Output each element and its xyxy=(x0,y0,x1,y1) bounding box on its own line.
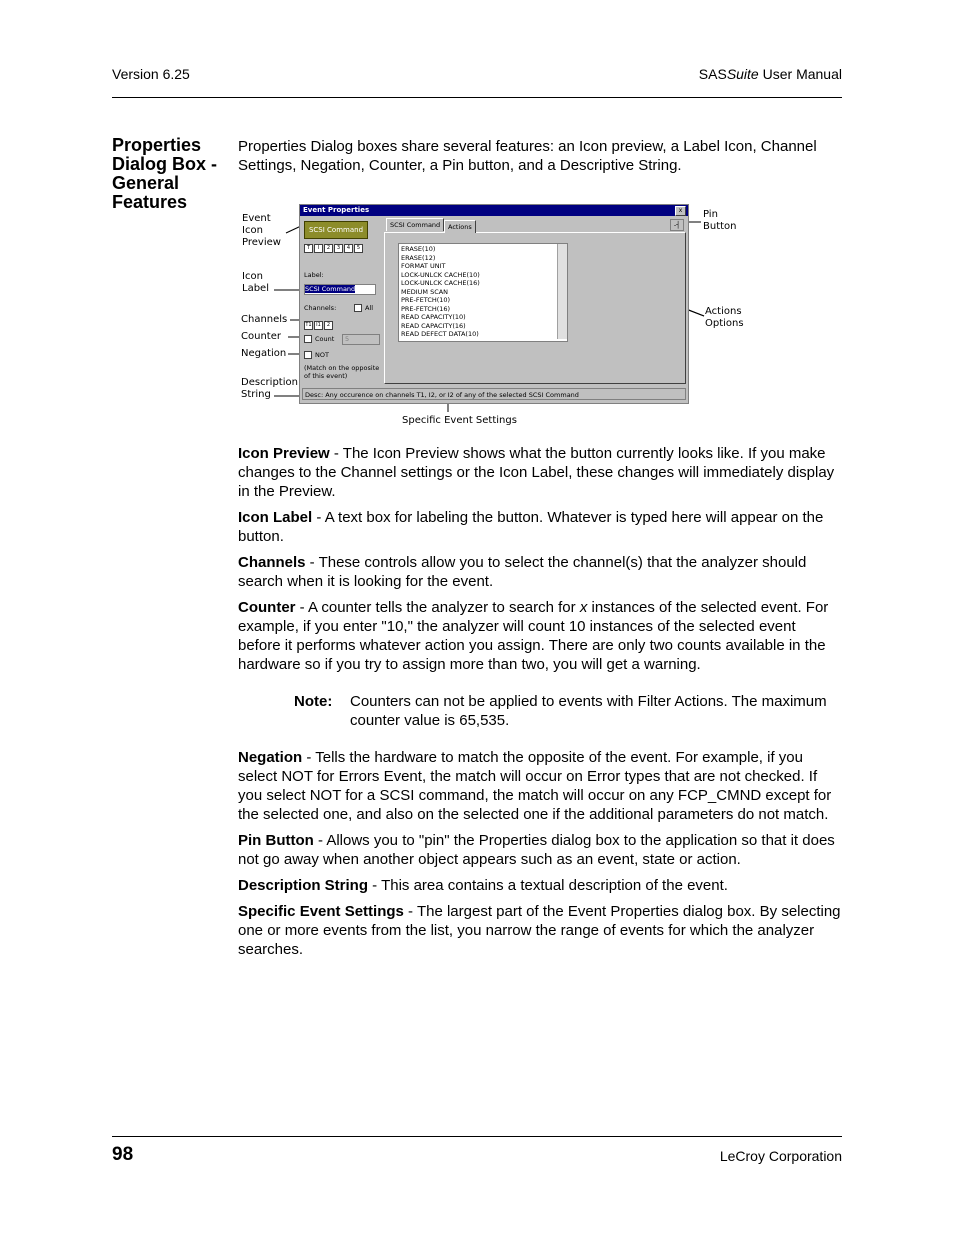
term: Negation xyxy=(238,749,303,766)
footer-company: LeCroy Corporation xyxy=(719,1148,842,1164)
preview-channel-boxes xyxy=(304,238,364,257)
checkbox-icon xyxy=(354,304,362,312)
feature-descriptions-2 xyxy=(238,748,842,966)
list-item[interactable]: MEDIUM SCAN xyxy=(401,287,449,296)
manual-prefix: SAS xyxy=(698,66,727,82)
checkbox-icon xyxy=(304,351,312,359)
list-item[interactable]: ERASE(12) xyxy=(401,253,436,262)
callout-line: Pin xyxy=(703,209,718,220)
definition: - Allows you to "pin" the Properties dialog box to the application so that it does not go away when another object appears such as an event, state or action. xyxy=(238,832,835,868)
manual-suffix: User Manual xyxy=(758,66,842,82)
dialog-titlebar: Event Properties xyxy=(300,205,688,216)
para-channels xyxy=(238,553,842,591)
term: Icon Label xyxy=(238,509,313,526)
definition: instances of the selected event. For example, if you enter "10," the analyzer will count 10 instances of the selected event before it performs whatever action you assign. There are only two counts available in the hardware so if you try to assign more than two, you will get a warning. xyxy=(238,599,829,673)
channels-caption: Channels: xyxy=(304,304,337,312)
icon-label-value: SCSI Command xyxy=(305,285,356,293)
not-checkbox[interactable] xyxy=(304,351,329,359)
list-item[interactable]: FORMAT UNIT xyxy=(401,262,446,270)
term: Description String xyxy=(238,877,369,894)
header-rule xyxy=(112,97,842,98)
definition: - This area contains a textual description of the event. xyxy=(368,877,728,894)
count-input[interactable]: 5 xyxy=(342,334,380,345)
preview-channel-box: T xyxy=(304,244,313,253)
all-checkbox[interactable] xyxy=(354,304,373,312)
term: Channels xyxy=(238,554,306,571)
callout-line: Event xyxy=(242,213,271,224)
note-label: Note: xyxy=(294,693,333,710)
header-version: Version 6.25 xyxy=(112,66,190,82)
term: Pin Button xyxy=(238,832,314,849)
definition: - The Icon Preview shows what the button currently looks like. If you make changes to the Channel settings or the Icon Label, these changes will immediately display in the Preview. xyxy=(238,445,835,500)
term: Icon Preview xyxy=(238,445,330,462)
icon-preview-button[interactable]: SCSI Command xyxy=(304,221,368,239)
definition: - These controls allow you to select the channel(s) that the analyzer should search when it is looking for the event. xyxy=(238,554,807,590)
callout-line: Actions xyxy=(705,306,742,317)
callout-line: Label xyxy=(242,283,269,294)
scsi-command-list[interactable] xyxy=(398,243,568,342)
definition: - A counter tells the analyzer to search for xyxy=(295,599,580,616)
not-label: NOT xyxy=(315,351,329,359)
channel-toggles[interactable] xyxy=(304,315,334,334)
icon-label-input[interactable] xyxy=(304,284,376,295)
label-caption: Label: xyxy=(304,271,324,279)
count-label: Count xyxy=(315,335,335,343)
channel-toggle[interactable]: 2 xyxy=(324,321,333,330)
feature-descriptions xyxy=(238,444,842,681)
para-pin-button xyxy=(238,831,842,869)
channel-toggle[interactable]: I1 xyxy=(314,321,323,330)
preview-channel-box: 3 xyxy=(334,244,343,253)
list-item[interactable]: READ CAPACITY(16) xyxy=(401,321,466,330)
intro-paragraph: Properties Dialog boxes share several features: an Icon preview, a Label Icon, Channel Settings, Negation, Counter, a Pin button, and a Descriptive String. xyxy=(238,138,817,174)
list-item[interactable]: READ CAPACITY(10) xyxy=(401,313,466,321)
tab-scsi-command[interactable]: SCSI Command xyxy=(386,218,444,231)
callout-line: Button xyxy=(703,221,737,232)
section-title: Properties Dialog Box - General Features xyxy=(112,135,218,212)
para-icon-preview xyxy=(238,444,842,501)
list-item[interactable]: PRE-FETCH(16) xyxy=(401,304,451,313)
checkbox-icon xyxy=(304,335,312,343)
term: Specific Event Settings xyxy=(238,903,404,920)
not-hint: (Match on the opposite of this event) xyxy=(304,364,380,380)
callout-channels: Channels xyxy=(241,314,288,325)
para-icon-label xyxy=(238,508,842,546)
definition-italic: x xyxy=(579,599,588,616)
note-block xyxy=(294,692,842,730)
description-string: Desc: Any occurence on channels T1, I2, or I2 of any of the selected SCSI Command xyxy=(302,388,686,400)
page-number: 98 xyxy=(112,1144,134,1165)
preview-channel-box: 4 xyxy=(344,244,353,253)
preview-channel-box: I xyxy=(314,244,323,253)
pin-icon[interactable]: -┤ xyxy=(670,219,684,231)
event-properties-figure xyxy=(238,200,758,432)
definition: - The largest part of the Event Properties dialog box. By selecting one or more events from the list, you narrow the range of events for which the analyzer searches. xyxy=(238,903,841,958)
callout-line: Preview xyxy=(242,237,281,248)
footer-rule xyxy=(112,1136,842,1137)
para-counter xyxy=(238,598,842,674)
tab-actions[interactable]: Actions xyxy=(444,220,476,233)
para-description-string xyxy=(238,876,842,895)
list-scrollbar[interactable] xyxy=(557,244,567,339)
callout-negation: Negation xyxy=(241,348,287,359)
preview-channel-box: 5 xyxy=(354,244,363,253)
para-negation xyxy=(238,748,842,824)
callout-line: String xyxy=(241,389,271,400)
callout-line: Icon xyxy=(242,225,263,236)
callout-line: Description xyxy=(241,377,298,388)
term: Counter xyxy=(238,599,296,616)
list-item[interactable]: LOCK-UNLCK CACHE(10) xyxy=(401,270,480,279)
definition: - A text box for labeling the button. Whatever is typed here will appear on the button. xyxy=(238,509,824,545)
channel-toggle[interactable]: T1 xyxy=(305,322,312,328)
header-manual-title xyxy=(699,66,842,82)
callout-line: Options xyxy=(705,318,744,329)
definition: - Tells the hardware to match the opposite of the event. For example, if you select NOT for Errors Event, the match will occur on Error types that are not checked. If you select NOT for a SCSI command, the match will occur on any FCP_CMND except for the selected one, and also on the selected one if the additional parameters do not match. xyxy=(238,749,832,823)
manual-italic: Suite xyxy=(726,66,759,82)
list-item[interactable]: READ DEFECT DATA(10) xyxy=(401,330,479,338)
preview-channel-box: 2 xyxy=(324,244,333,253)
note-text: Counters can not be applied to events with Filter Actions. The maximum counter value is 65,535. xyxy=(350,693,827,729)
callout-counter: Counter xyxy=(241,331,281,342)
list-item[interactable]: LOCK-UNLCK CACHE(16) xyxy=(401,279,480,287)
callout-line: Icon xyxy=(242,271,263,282)
event-properties-dialog xyxy=(299,204,689,404)
list-items xyxy=(401,245,480,339)
count-checkbox[interactable] xyxy=(304,335,334,343)
callout-specific-event-settings: Specific Event Settings xyxy=(402,415,517,426)
para-specific-event-settings xyxy=(238,902,842,959)
list-item[interactable]: PRE-FETCH(10) xyxy=(401,296,451,304)
all-label: All xyxy=(365,304,374,312)
list-item[interactable]: ERASE(10) xyxy=(401,245,436,253)
close-icon[interactable]: x xyxy=(675,206,686,216)
